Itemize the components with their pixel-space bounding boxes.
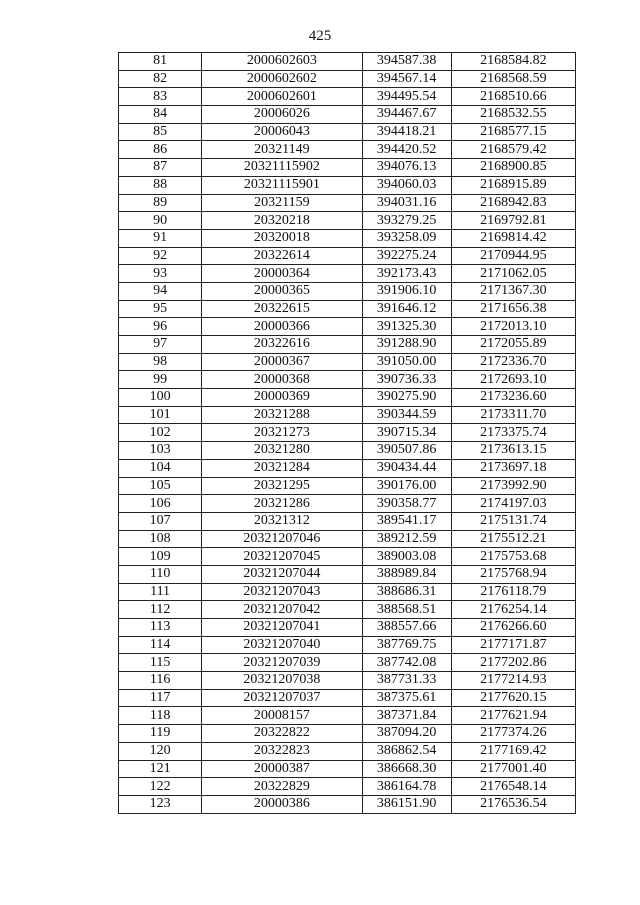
point-number-cell: 110 xyxy=(119,565,202,583)
point-number-cell: 86 xyxy=(119,141,202,159)
x-coordinate-cell: 390715.34 xyxy=(362,424,451,442)
y-coordinate-cell: 2175131.74 xyxy=(451,512,575,530)
x-coordinate-cell: 394076.13 xyxy=(362,159,451,177)
table-row xyxy=(119,141,576,159)
point-id-cell: 20321207038 xyxy=(202,672,362,690)
point-number-cell: 108 xyxy=(119,530,202,548)
point-number-cell: 89 xyxy=(119,194,202,212)
table-row xyxy=(119,742,576,760)
table-row xyxy=(119,371,576,389)
table-row xyxy=(119,389,576,407)
point-number-cell: 97 xyxy=(119,336,202,354)
x-coordinate-cell: 386862.54 xyxy=(362,742,451,760)
x-coordinate-cell: 389003.08 xyxy=(362,548,451,566)
point-id-cell: 20320218 xyxy=(202,212,362,230)
point-number-cell: 123 xyxy=(119,795,202,813)
point-number-cell: 114 xyxy=(119,636,202,654)
table-row xyxy=(119,565,576,583)
table-row xyxy=(119,424,576,442)
y-coordinate-cell: 2177169.42 xyxy=(451,742,575,760)
x-coordinate-cell: 394060.03 xyxy=(362,176,451,194)
point-id-cell: 20321312 xyxy=(202,512,362,530)
x-coordinate-cell: 391050.00 xyxy=(362,353,451,371)
point-number-cell: 93 xyxy=(119,265,202,283)
x-coordinate-cell: 386164.78 xyxy=(362,778,451,796)
y-coordinate-cell: 2175512.21 xyxy=(451,530,575,548)
x-coordinate-cell: 394031.16 xyxy=(362,194,451,212)
point-id-cell: 20321207037 xyxy=(202,689,362,707)
table-row xyxy=(119,229,576,247)
table-row xyxy=(119,53,576,71)
table-row xyxy=(119,406,576,424)
x-coordinate-cell: 390275.90 xyxy=(362,389,451,407)
table-row xyxy=(119,707,576,725)
point-number-cell: 119 xyxy=(119,725,202,743)
point-number-cell: 120 xyxy=(119,742,202,760)
point-id-cell: 20321286 xyxy=(202,495,362,513)
point-number-cell: 105 xyxy=(119,477,202,495)
point-id-cell: 20321207046 xyxy=(202,530,362,548)
point-id-cell: 20008157 xyxy=(202,707,362,725)
point-number-cell: 99 xyxy=(119,371,202,389)
table-row xyxy=(119,176,576,194)
x-coordinate-cell: 390507.86 xyxy=(362,442,451,460)
point-id-cell: 20321284 xyxy=(202,459,362,477)
y-coordinate-cell: 2172013.10 xyxy=(451,318,575,336)
x-coordinate-cell: 389541.17 xyxy=(362,512,451,530)
table-row xyxy=(119,619,576,637)
point-id-cell: 20321115901 xyxy=(202,176,362,194)
point-id-cell: 20321207040 xyxy=(202,636,362,654)
x-coordinate-cell: 392275.24 xyxy=(362,247,451,265)
point-id-cell: 20000368 xyxy=(202,371,362,389)
point-number-cell: 104 xyxy=(119,459,202,477)
table-row xyxy=(119,636,576,654)
point-id-cell: 20321295 xyxy=(202,477,362,495)
x-coordinate-cell: 387742.08 xyxy=(362,654,451,672)
x-coordinate-cell: 390434.44 xyxy=(362,459,451,477)
x-coordinate-cell: 388989.84 xyxy=(362,565,451,583)
point-id-cell: 20321115902 xyxy=(202,159,362,177)
point-id-cell: 20000365 xyxy=(202,282,362,300)
point-id-cell: 20000367 xyxy=(202,353,362,371)
point-number-cell: 107 xyxy=(119,512,202,530)
table-row xyxy=(119,512,576,530)
point-number-cell: 90 xyxy=(119,212,202,230)
y-coordinate-cell: 2173375.74 xyxy=(451,424,575,442)
point-id-cell: 20322823 xyxy=(202,742,362,760)
y-coordinate-cell: 2170944.95 xyxy=(451,247,575,265)
point-number-cell: 111 xyxy=(119,583,202,601)
table-row xyxy=(119,88,576,106)
table-row xyxy=(119,601,576,619)
table-row xyxy=(119,778,576,796)
point-id-cell: 20000369 xyxy=(202,389,362,407)
y-coordinate-cell: 2176118.79 xyxy=(451,583,575,601)
point-number-cell: 103 xyxy=(119,442,202,460)
point-id-cell: 20321207044 xyxy=(202,565,362,583)
table-row xyxy=(119,70,576,88)
y-coordinate-cell: 2168584.82 xyxy=(451,53,575,71)
point-id-cell: 20321149 xyxy=(202,141,362,159)
x-coordinate-cell: 394420.52 xyxy=(362,141,451,159)
table-row xyxy=(119,106,576,124)
point-number-cell: 100 xyxy=(119,389,202,407)
table-row xyxy=(119,689,576,707)
point-number-cell: 102 xyxy=(119,424,202,442)
point-id-cell: 20322614 xyxy=(202,247,362,265)
y-coordinate-cell: 2168532.55 xyxy=(451,106,575,124)
point-number-cell: 116 xyxy=(119,672,202,690)
x-coordinate-cell: 394567.14 xyxy=(362,70,451,88)
x-coordinate-cell: 391906.10 xyxy=(362,282,451,300)
point-id-cell: 20321280 xyxy=(202,442,362,460)
x-coordinate-cell: 390344.59 xyxy=(362,406,451,424)
point-number-cell: 88 xyxy=(119,176,202,194)
x-coordinate-cell: 390176.00 xyxy=(362,477,451,495)
table-row xyxy=(119,530,576,548)
y-coordinate-cell: 2176254.14 xyxy=(451,601,575,619)
y-coordinate-cell: 2177202.86 xyxy=(451,654,575,672)
point-number-cell: 112 xyxy=(119,601,202,619)
y-coordinate-cell: 2174197.03 xyxy=(451,495,575,513)
y-coordinate-cell: 2169792.81 xyxy=(451,212,575,230)
point-id-cell: 20321207039 xyxy=(202,654,362,672)
y-coordinate-cell: 2176548.14 xyxy=(451,778,575,796)
y-coordinate-cell: 2173697.18 xyxy=(451,459,575,477)
x-coordinate-cell: 389212.59 xyxy=(362,530,451,548)
y-coordinate-cell: 2175753.68 xyxy=(451,548,575,566)
point-id-cell: 2000602603 xyxy=(202,53,362,71)
x-coordinate-cell: 391288.90 xyxy=(362,336,451,354)
y-coordinate-cell: 2177001.40 xyxy=(451,760,575,778)
table-row xyxy=(119,247,576,265)
y-coordinate-cell: 2168568.59 xyxy=(451,70,575,88)
y-coordinate-cell: 2177214.93 xyxy=(451,672,575,690)
x-coordinate-cell: 387094.20 xyxy=(362,725,451,743)
x-coordinate-cell: 387769.75 xyxy=(362,636,451,654)
y-coordinate-cell: 2177620.15 xyxy=(451,689,575,707)
table-row xyxy=(119,459,576,477)
table-row xyxy=(119,583,576,601)
point-number-cell: 95 xyxy=(119,300,202,318)
y-coordinate-cell: 2168510.66 xyxy=(451,88,575,106)
table-row xyxy=(119,194,576,212)
table-body xyxy=(119,53,576,814)
point-id-cell: 20322615 xyxy=(202,300,362,318)
table-row xyxy=(119,212,576,230)
y-coordinate-cell: 2171656.38 xyxy=(451,300,575,318)
x-coordinate-cell: 394587.38 xyxy=(362,53,451,71)
y-coordinate-cell: 2168579.42 xyxy=(451,141,575,159)
x-coordinate-cell: 390358.77 xyxy=(362,495,451,513)
page-number: 425 xyxy=(308,28,332,44)
point-number-cell: 106 xyxy=(119,495,202,513)
point-id-cell: 2000602601 xyxy=(202,88,362,106)
x-coordinate-cell: 388557.66 xyxy=(362,619,451,637)
x-coordinate-cell: 394467.67 xyxy=(362,106,451,124)
point-id-cell: 20000366 xyxy=(202,318,362,336)
point-number-cell: 94 xyxy=(119,282,202,300)
point-number-cell: 118 xyxy=(119,707,202,725)
y-coordinate-cell: 2172055.89 xyxy=(451,336,575,354)
point-number-cell: 115 xyxy=(119,654,202,672)
y-coordinate-cell: 2168577.15 xyxy=(451,123,575,141)
x-coordinate-cell: 391325.30 xyxy=(362,318,451,336)
y-coordinate-cell: 2171062.05 xyxy=(451,265,575,283)
point-id-cell: 20322829 xyxy=(202,778,362,796)
x-coordinate-cell: 393258.09 xyxy=(362,229,451,247)
point-number-cell: 121 xyxy=(119,760,202,778)
y-coordinate-cell: 2176266.60 xyxy=(451,619,575,637)
y-coordinate-cell: 2176536.54 xyxy=(451,795,575,813)
y-coordinate-cell: 2169814.42 xyxy=(451,229,575,247)
point-id-cell: 20000364 xyxy=(202,265,362,283)
point-number-cell: 83 xyxy=(119,88,202,106)
table-row xyxy=(119,159,576,177)
point-id-cell: 20006026 xyxy=(202,106,362,124)
x-coordinate-cell: 391646.12 xyxy=(362,300,451,318)
point-id-cell: 20322616 xyxy=(202,336,362,354)
point-id-cell: 20321207042 xyxy=(202,601,362,619)
x-coordinate-cell: 388568.51 xyxy=(362,601,451,619)
table-row xyxy=(119,353,576,371)
point-id-cell: 20321288 xyxy=(202,406,362,424)
table-row xyxy=(119,282,576,300)
point-id-cell: 2000602602 xyxy=(202,70,362,88)
point-id-cell: 20322822 xyxy=(202,725,362,743)
y-coordinate-cell: 2171367.30 xyxy=(451,282,575,300)
y-coordinate-cell: 2168915.89 xyxy=(451,176,575,194)
table-row xyxy=(119,795,576,813)
point-number-cell: 84 xyxy=(119,106,202,124)
coordinate-table xyxy=(118,52,576,814)
x-coordinate-cell: 390736.33 xyxy=(362,371,451,389)
point-number-cell: 91 xyxy=(119,229,202,247)
x-coordinate-cell: 388686.31 xyxy=(362,583,451,601)
point-id-cell: 20321159 xyxy=(202,194,362,212)
x-coordinate-cell: 387375.61 xyxy=(362,689,451,707)
y-coordinate-cell: 2173236.60 xyxy=(451,389,575,407)
y-coordinate-cell: 2177621.94 xyxy=(451,707,575,725)
table-row xyxy=(119,300,576,318)
point-number-cell: 117 xyxy=(119,689,202,707)
table-row xyxy=(119,265,576,283)
x-coordinate-cell: 386668.30 xyxy=(362,760,451,778)
table-row xyxy=(119,654,576,672)
x-coordinate-cell: 387371.84 xyxy=(362,707,451,725)
point-number-cell: 98 xyxy=(119,353,202,371)
point-id-cell: 20000387 xyxy=(202,760,362,778)
table-row xyxy=(119,442,576,460)
point-id-cell: 20321207045 xyxy=(202,548,362,566)
y-coordinate-cell: 2175768.94 xyxy=(451,565,575,583)
point-id-cell: 20000386 xyxy=(202,795,362,813)
point-number-cell: 101 xyxy=(119,406,202,424)
y-coordinate-cell: 2172693.10 xyxy=(451,371,575,389)
x-coordinate-cell: 394418.21 xyxy=(362,123,451,141)
y-coordinate-cell: 2168942.83 xyxy=(451,194,575,212)
table-row xyxy=(119,123,576,141)
y-coordinate-cell: 2173992.90 xyxy=(451,477,575,495)
point-number-cell: 85 xyxy=(119,123,202,141)
y-coordinate-cell: 2168900.85 xyxy=(451,159,575,177)
x-coordinate-cell: 392173.43 xyxy=(362,265,451,283)
table-row xyxy=(119,495,576,513)
point-number-cell: 113 xyxy=(119,619,202,637)
point-id-cell: 20320018 xyxy=(202,229,362,247)
y-coordinate-cell: 2173311.70 xyxy=(451,406,575,424)
point-number-cell: 82 xyxy=(119,70,202,88)
point-number-cell: 81 xyxy=(119,53,202,71)
point-number-cell: 96 xyxy=(119,318,202,336)
x-coordinate-cell: 387731.33 xyxy=(362,672,451,690)
x-coordinate-cell: 393279.25 xyxy=(362,212,451,230)
point-number-cell: 87 xyxy=(119,159,202,177)
table-row xyxy=(119,477,576,495)
table-row xyxy=(119,318,576,336)
point-id-cell: 20321207043 xyxy=(202,583,362,601)
point-id-cell: 20321273 xyxy=(202,424,362,442)
table-row xyxy=(119,548,576,566)
table-row xyxy=(119,725,576,743)
y-coordinate-cell: 2177374.26 xyxy=(451,725,575,743)
point-number-cell: 109 xyxy=(119,548,202,566)
point-number-cell: 122 xyxy=(119,778,202,796)
table-row xyxy=(119,672,576,690)
point-id-cell: 20321207041 xyxy=(202,619,362,637)
y-coordinate-cell: 2173613.15 xyxy=(451,442,575,460)
point-number-cell: 92 xyxy=(119,247,202,265)
point-id-cell: 20006043 xyxy=(202,123,362,141)
table-row xyxy=(119,336,576,354)
x-coordinate-cell: 386151.90 xyxy=(362,795,451,813)
table-row xyxy=(119,760,576,778)
y-coordinate-cell: 2177171.87 xyxy=(451,636,575,654)
x-coordinate-cell: 394495.54 xyxy=(362,88,451,106)
y-coordinate-cell: 2172336.70 xyxy=(451,353,575,371)
